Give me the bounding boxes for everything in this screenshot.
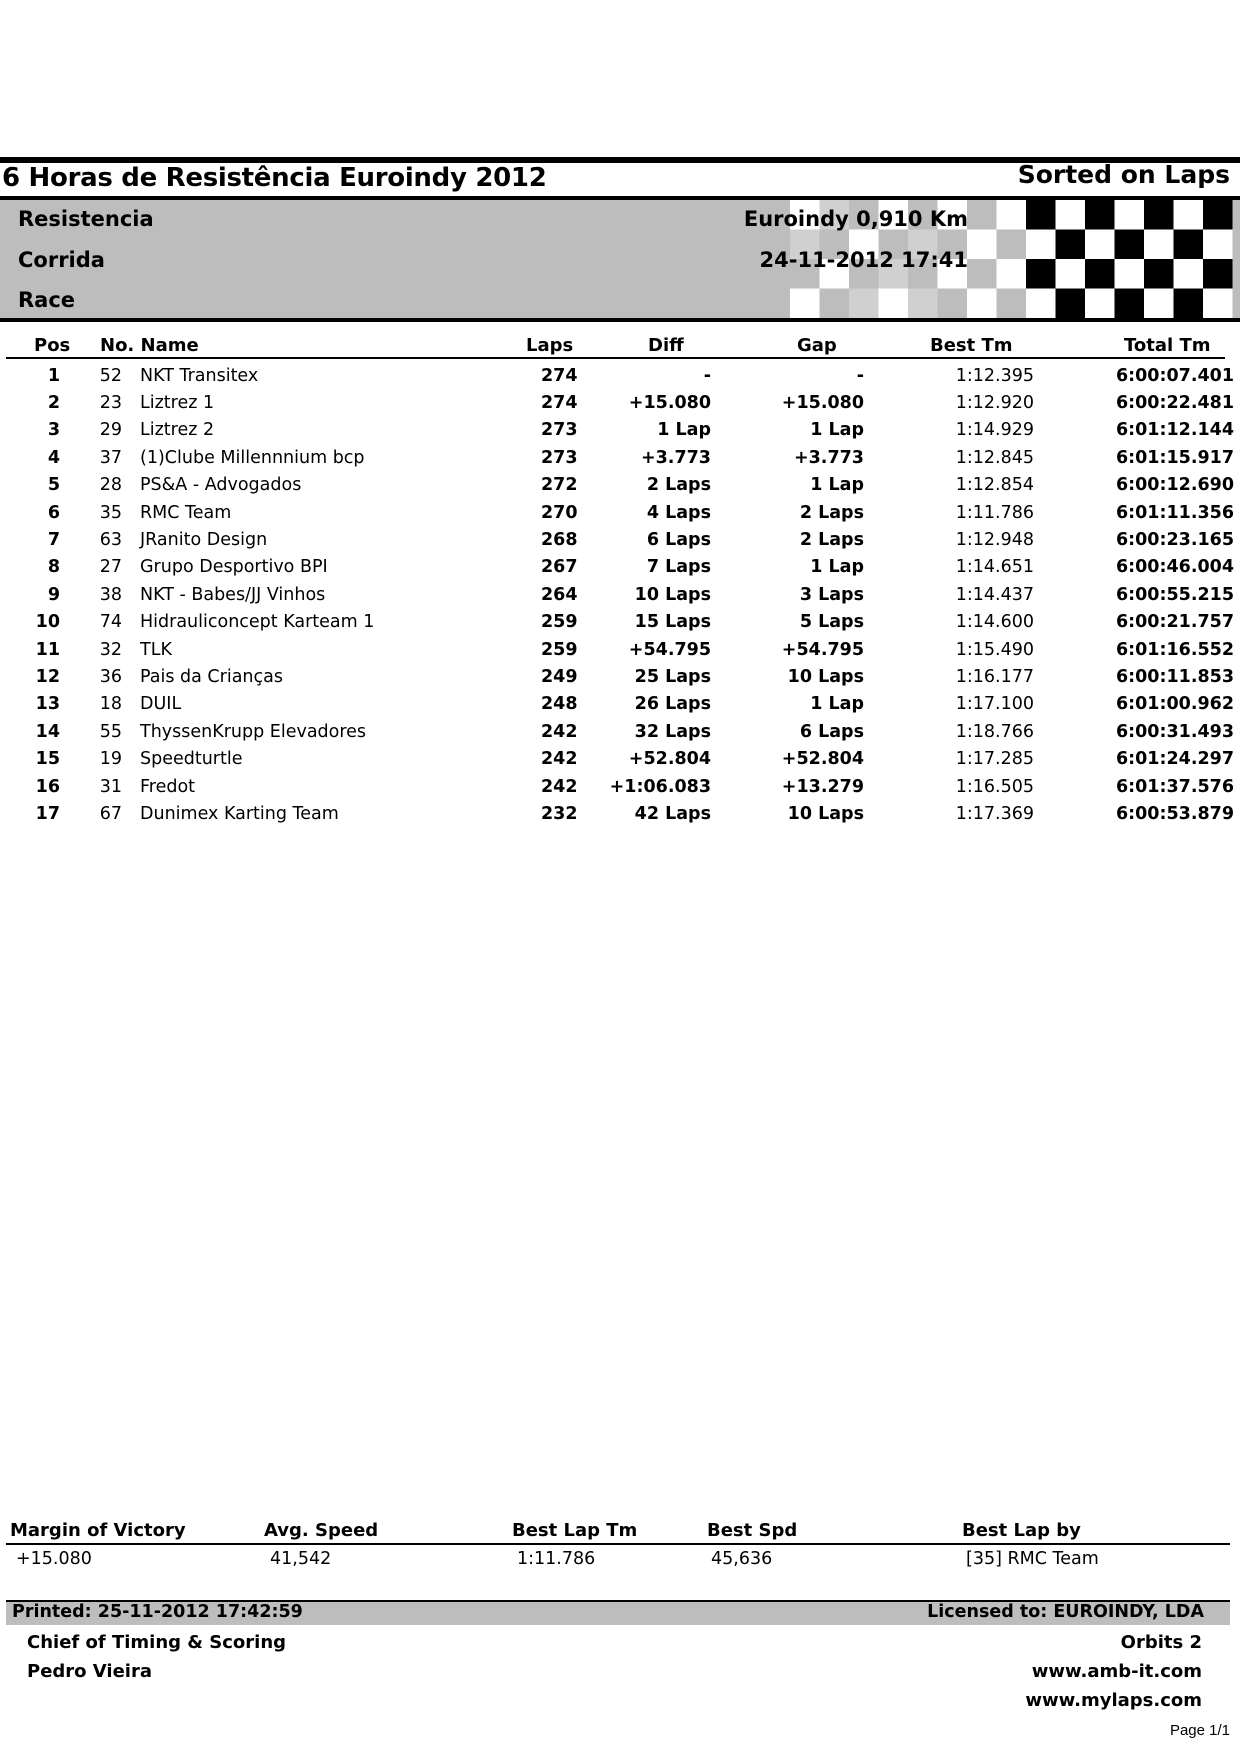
checker-square xyxy=(1056,230,1086,260)
checker-square xyxy=(1085,289,1115,319)
cell-pos: 14 xyxy=(35,721,60,742)
cell-gap: 3 Laps xyxy=(799,584,864,605)
cell-total: 6:00:12.690 xyxy=(1115,475,1234,496)
cell-laps: 242 xyxy=(541,721,578,742)
cell-best: 1:12.920 xyxy=(955,393,1034,414)
cell-best: 1:12.854 xyxy=(955,475,1034,496)
cell-best: 1:17.369 xyxy=(955,803,1034,824)
cell-gap: 1 Lap xyxy=(810,475,864,496)
cell-no: 32 xyxy=(99,639,122,660)
cell-laps: 248 xyxy=(541,694,578,715)
cell-pos: 5 xyxy=(47,475,60,496)
table-row xyxy=(0,417,1234,444)
chief-name: Pedro Vieira xyxy=(27,1661,152,1682)
header-rule xyxy=(6,357,1225,359)
cell-best: 1:17.285 xyxy=(955,749,1034,770)
checker-square xyxy=(1056,200,1086,230)
cell-diff: 15 Laps xyxy=(634,612,711,633)
cell-name: Liztrez 1 xyxy=(140,393,215,414)
cell-name: ThyssenKrupp Elevadores xyxy=(140,721,367,742)
summary-best-lap-by: [35] RMC Team xyxy=(966,1549,1099,1569)
cell-gap: 2 Laps xyxy=(799,502,864,523)
session-datetime: 24-11-2012 17:41 xyxy=(759,248,968,272)
summary-avg-speed: 41,542 xyxy=(270,1549,332,1569)
cell-gap: 1 Lap xyxy=(810,694,864,715)
cell-gap: 1 Lap xyxy=(810,420,864,441)
checker-square xyxy=(1174,289,1204,319)
cell-diff: 32 Laps xyxy=(634,721,711,742)
cell-gap: +15.080 xyxy=(781,393,864,414)
cell-diff: +54.795 xyxy=(628,639,711,660)
cell-total: 6:00:07.401 xyxy=(1115,365,1234,386)
table-row xyxy=(0,554,1234,581)
cell-diff: 1 Lap xyxy=(657,420,711,441)
cell-total: 6:01:00.962 xyxy=(1115,694,1234,715)
cell-gap: - xyxy=(856,365,864,386)
cell-name: Pais da Crianças xyxy=(140,666,283,687)
cell-pos: 2 xyxy=(47,393,60,414)
checker-square xyxy=(1203,200,1233,230)
cell-best: 1:14.651 xyxy=(955,557,1034,578)
checker-square xyxy=(1144,289,1174,319)
cell-laps: 274 xyxy=(541,365,578,386)
col-header-no-name: No. Name xyxy=(100,335,199,356)
table-row xyxy=(0,745,1234,772)
cell-name: Dunimex Karting Team xyxy=(140,803,339,824)
checker-square xyxy=(1144,259,1174,289)
checker-square xyxy=(790,289,820,319)
col-header-best: Best Tm xyxy=(930,335,1013,356)
checker-square xyxy=(820,289,850,319)
table-row xyxy=(0,389,1234,416)
checker-square xyxy=(908,289,938,319)
checker-square xyxy=(967,259,997,289)
cell-name: NKT Transitex xyxy=(140,365,259,386)
cell-gap: 2 Laps xyxy=(799,530,864,551)
cell-diff: 42 Laps xyxy=(634,803,711,824)
cell-name: Fredot xyxy=(140,776,196,797)
table-row xyxy=(0,581,1234,608)
cell-total: 6:01:37.576 xyxy=(1115,776,1234,797)
cell-name: (1)Clube Millennnium bcp xyxy=(140,447,365,468)
checker-square xyxy=(1056,259,1086,289)
checker-square xyxy=(967,200,997,230)
cell-laps: 259 xyxy=(541,612,578,633)
summary-header-avg-speed: Avg. Speed xyxy=(264,1520,379,1541)
cell-name: Grupo Desportivo BPI xyxy=(140,557,328,578)
cell-pos: 6 xyxy=(47,502,60,523)
cell-pos: 17 xyxy=(35,803,60,824)
checker-square xyxy=(1115,230,1145,260)
checker-square xyxy=(1085,259,1115,289)
cell-total: 6:00:21.757 xyxy=(1115,612,1234,633)
cell-pos: 3 xyxy=(47,420,60,441)
cell-laps: 270 xyxy=(541,502,578,523)
cell-name: Speedturtle xyxy=(140,749,243,770)
table-row xyxy=(0,691,1234,718)
summary-best-speed: 45,636 xyxy=(711,1549,773,1569)
cell-laps: 249 xyxy=(541,666,578,687)
checker-square xyxy=(1203,230,1233,260)
cell-best: 1:16.177 xyxy=(955,666,1034,687)
cell-no: 31 xyxy=(99,776,122,797)
cell-best: 1:18.766 xyxy=(955,721,1034,742)
sort-label: Sorted on Laps xyxy=(1017,160,1230,189)
cell-pos: 7 xyxy=(47,530,60,551)
cell-name: Liztrez 2 xyxy=(140,420,215,441)
table-row xyxy=(0,526,1234,553)
cell-diff: 6 Laps xyxy=(646,530,711,551)
summary-rule xyxy=(6,1543,1230,1545)
cell-gap: +3.773 xyxy=(793,447,864,468)
checker-square xyxy=(1115,200,1145,230)
cell-best: 1:14.437 xyxy=(955,584,1034,605)
cell-name: PS&A - Advogados xyxy=(140,475,302,496)
cell-laps: 273 xyxy=(541,420,578,441)
cell-best: 1:12.845 xyxy=(955,447,1034,468)
cell-pos: 12 xyxy=(35,666,60,687)
cell-diff: 4 Laps xyxy=(646,502,711,523)
page-number: Page 1/1 xyxy=(1169,1722,1230,1739)
table-row xyxy=(0,609,1234,636)
session-type-en: Race xyxy=(18,288,76,312)
cell-diff: 25 Laps xyxy=(634,666,711,687)
cell-no: 18 xyxy=(99,694,122,715)
summary-margin: +15.080 xyxy=(16,1549,92,1569)
cell-total: 6:00:31.493 xyxy=(1115,721,1234,742)
checker-square xyxy=(1026,259,1056,289)
session-type-pt: Corrida xyxy=(18,248,105,272)
cell-best: 1:17.100 xyxy=(955,694,1034,715)
event-title: 6 Horas de Resistência Euroindy 2012 xyxy=(2,163,547,193)
summary-header-best-lap: Best Lap Tm xyxy=(512,1520,638,1541)
table-row xyxy=(0,800,1234,827)
cell-no: 23 xyxy=(99,393,122,414)
cell-total: 6:01:15.917 xyxy=(1115,447,1234,468)
cell-pos: 8 xyxy=(47,557,60,578)
col-header-pos: Pos xyxy=(34,335,71,356)
cell-best: 1:12.395 xyxy=(955,365,1034,386)
checker-square xyxy=(1085,230,1115,260)
checker-square xyxy=(1056,289,1086,319)
cell-no: 19 xyxy=(99,749,122,770)
cell-best: 1:11.786 xyxy=(955,502,1034,523)
cell-diff: - xyxy=(703,365,711,386)
chief-title: Chief of Timing & Scoring xyxy=(27,1632,287,1653)
cell-best: 1:14.929 xyxy=(955,420,1034,441)
cell-no: 55 xyxy=(99,721,122,742)
checker-square xyxy=(1174,200,1204,230)
cell-pos: 15 xyxy=(35,749,60,770)
cell-no: 28 xyxy=(99,475,122,496)
cell-diff: 26 Laps xyxy=(634,694,711,715)
cell-laps: 267 xyxy=(541,557,578,578)
cell-diff: +1:06.083 xyxy=(609,776,711,797)
cell-total: 6:01:16.552 xyxy=(1115,639,1234,660)
summary-header-best-lap-by: Best Lap by xyxy=(962,1520,1081,1541)
cell-name: DUIL xyxy=(140,694,182,715)
summary-header-best-speed: Best Spd xyxy=(707,1520,798,1541)
table-row xyxy=(0,718,1234,745)
col-header-laps: Laps xyxy=(526,335,574,356)
cell-no: 27 xyxy=(99,557,122,578)
cell-best: 1:14.600 xyxy=(955,612,1034,633)
cell-laps: 264 xyxy=(541,584,578,605)
table-row xyxy=(0,362,1234,389)
col-header-total: Total Tm xyxy=(1124,335,1211,356)
checker-square xyxy=(849,289,879,319)
cell-laps: 242 xyxy=(541,749,578,770)
license-info: Licensed to: EUROINDY, LDA xyxy=(927,1602,1204,1622)
cell-total: 6:01:11.356 xyxy=(1115,502,1234,523)
cell-best: 1:12.948 xyxy=(955,530,1034,551)
cell-gap: 10 Laps xyxy=(787,803,864,824)
cell-laps: 273 xyxy=(541,447,578,468)
table-row xyxy=(0,636,1234,663)
cell-gap: +52.804 xyxy=(781,749,864,770)
checker-square xyxy=(967,289,997,319)
cell-no: 36 xyxy=(99,666,122,687)
cell-total: 6:00:23.165 xyxy=(1115,530,1234,551)
software-name: Orbits 2 xyxy=(1120,1632,1202,1653)
cell-no: 63 xyxy=(99,530,122,551)
cell-laps: 268 xyxy=(541,530,578,551)
cell-name: TLK xyxy=(140,639,172,660)
printed-timestamp: Printed: 25-11-2012 17:42:59 xyxy=(12,1602,303,1622)
cell-laps: 274 xyxy=(541,393,578,414)
checker-square xyxy=(1026,289,1056,319)
col-header-gap: Gap xyxy=(797,335,837,356)
results-table xyxy=(0,362,1234,828)
cell-no: 67 xyxy=(99,803,122,824)
cell-name: JRanito Design xyxy=(140,530,268,551)
summary-header-margin: Margin of Victory xyxy=(10,1520,186,1541)
cell-no: 35 xyxy=(99,502,122,523)
cell-gap: 1 Lap xyxy=(810,557,864,578)
cell-best: 1:15.490 xyxy=(955,639,1034,660)
cell-pos: 11 xyxy=(35,639,60,660)
cell-pos: 10 xyxy=(35,612,60,633)
cell-name: NKT - Babes/JJ Vinhos xyxy=(140,584,326,605)
cell-pos: 4 xyxy=(47,447,60,468)
checker-square xyxy=(938,289,968,319)
cell-no: 38 xyxy=(99,584,122,605)
cell-diff: 2 Laps xyxy=(646,475,711,496)
checker-square xyxy=(879,289,909,319)
cell-gap: +54.795 xyxy=(781,639,864,660)
cell-total: 6:01:12.144 xyxy=(1115,420,1234,441)
table-row xyxy=(0,472,1234,499)
cell-total: 6:00:11.853 xyxy=(1115,666,1234,687)
cell-gap: +13.279 xyxy=(781,776,864,797)
cell-no: 74 xyxy=(99,612,122,633)
cell-diff: +3.773 xyxy=(640,447,711,468)
cell-best: 1:16.505 xyxy=(955,776,1034,797)
cell-pos: 16 xyxy=(35,776,60,797)
cell-gap: 6 Laps xyxy=(799,721,864,742)
cell-total: 6:00:53.879 xyxy=(1115,803,1234,824)
col-header-diff: Diff xyxy=(648,335,684,356)
table-row xyxy=(0,444,1234,471)
cell-no: 37 xyxy=(99,447,122,468)
cell-total: 6:00:22.481 xyxy=(1115,393,1234,414)
checker-square xyxy=(1115,259,1145,289)
cell-name: Hidrauliconcept Karteam 1 xyxy=(140,612,375,633)
cell-diff: +15.080 xyxy=(628,393,711,414)
checker-square xyxy=(997,259,1027,289)
website-mylaps[interactable]: www.mylaps.com xyxy=(1025,1690,1202,1711)
checker-square xyxy=(967,230,997,260)
checker-square xyxy=(1026,230,1056,260)
checker-square xyxy=(1203,259,1233,289)
checker-square xyxy=(997,230,1027,260)
cell-pos: 9 xyxy=(47,584,60,605)
cell-name: RMC Team xyxy=(140,502,232,523)
checker-square xyxy=(1174,230,1204,260)
track-info: Euroindy 0,910 Km xyxy=(743,207,968,231)
session-category: Resistencia xyxy=(18,207,154,231)
cell-no: 52 xyxy=(99,365,122,386)
checker-square xyxy=(1174,259,1204,289)
checker-square xyxy=(1144,200,1174,230)
checker-square xyxy=(997,200,1027,230)
cell-laps: 242 xyxy=(541,776,578,797)
cell-laps: 232 xyxy=(541,803,578,824)
summary-best-lap: 1:11.786 xyxy=(517,1549,596,1569)
cell-total: 6:00:46.004 xyxy=(1115,557,1234,578)
table-row xyxy=(0,773,1234,800)
cell-no: 29 xyxy=(99,420,122,441)
cell-total: 6:01:24.297 xyxy=(1115,749,1234,770)
checker-square xyxy=(1115,289,1145,319)
cell-diff: 10 Laps xyxy=(634,584,711,605)
website-amb[interactable]: www.amb-it.com xyxy=(1031,1661,1202,1682)
checker-square xyxy=(997,289,1027,319)
cell-gap: 10 Laps xyxy=(787,666,864,687)
checker-square xyxy=(1203,289,1233,319)
checker-square xyxy=(1085,200,1115,230)
cell-total: 6:00:55.215 xyxy=(1115,584,1234,605)
cell-pos: 1 xyxy=(47,365,60,386)
cell-diff: 7 Laps xyxy=(646,557,711,578)
checker-square xyxy=(1026,200,1056,230)
cell-laps: 259 xyxy=(541,639,578,660)
cell-diff: +52.804 xyxy=(628,749,711,770)
cell-gap: 5 Laps xyxy=(799,612,864,633)
cell-pos: 13 xyxy=(35,694,60,715)
checker-square xyxy=(1144,230,1174,260)
table-row xyxy=(0,499,1234,526)
cell-laps: 272 xyxy=(541,475,578,496)
table-row xyxy=(0,663,1234,690)
